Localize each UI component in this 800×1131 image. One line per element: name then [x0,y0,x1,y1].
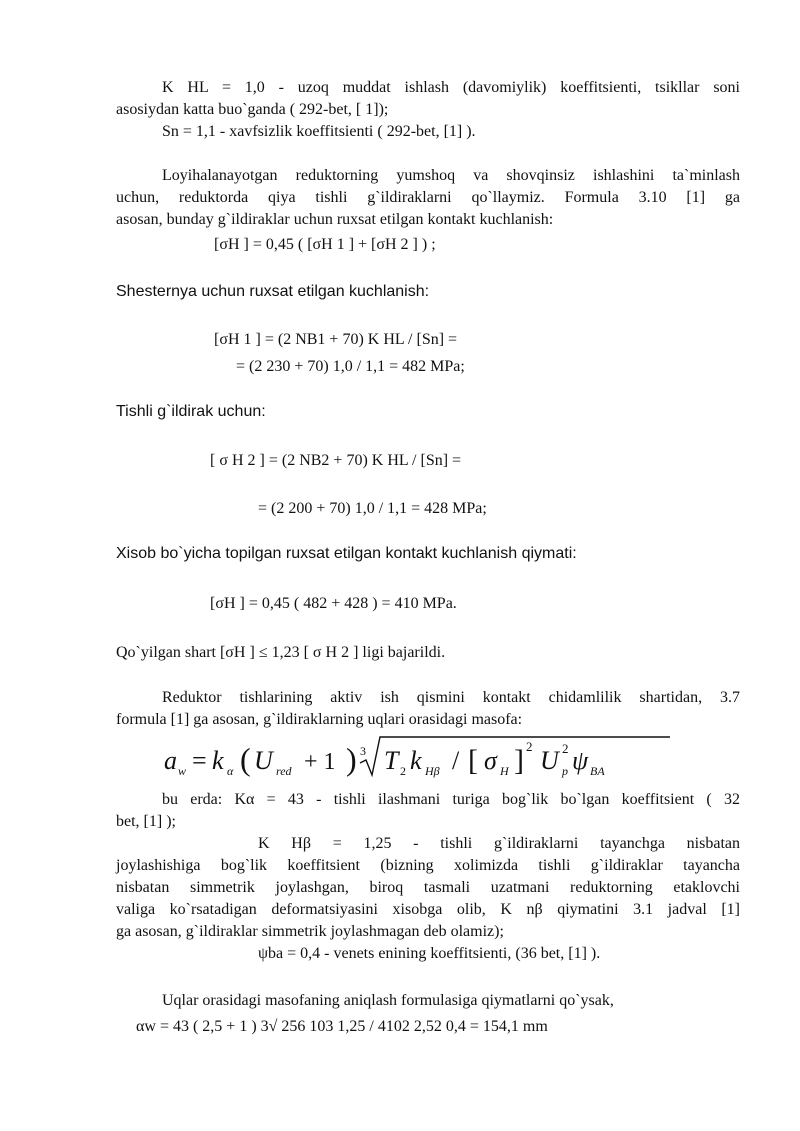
formula-lbracket: [ [468,744,478,777]
text-line: Loyihalanayotgan reduktorning yumshoq va shovqinsiz ishlashini ta`minlash [162,167,740,184]
formula-red: red [276,764,292,778]
formula-p: p [562,764,568,778]
equation-line: = (2 200 + 70) 1,0 / 1,1 = 428 MPa; [258,500,487,517]
text-line: joylashishiga bog`lik koeffitsient (bizning xolimizda tishli g`ildiraklar tayancha [116,857,740,874]
formula-alpha: α [227,764,234,778]
text-line: nisbatan simmetrik joylashgan, biroq tasmali uzatmani reduktorning etaklovchi [116,879,740,896]
formula-sq2: 2 [562,741,569,756]
text-line: bu erda: Kα = 43 - tishli ilashmani turiga bog`lik bo`lgan koeffitsient ( 32 [162,791,740,808]
formula-sq1: 2 [526,739,533,754]
equation-line: [σH ] = 0,45 ( [σH 1 ] + [σH 2 ] ) ; [214,236,436,253]
text-line: ga asosan, g`ildiraklar simmetrik joylashmagan deb olamiz); [116,923,504,940]
formula-up: U [540,746,559,775]
formula-lparen: ( [240,741,251,777]
formula-kh: k [410,746,422,775]
text-line: formula [1] ga asosan, g`ildiraklarning uqlari orasidagi masofa: [116,711,523,728]
formula-u: U [254,746,273,775]
formula-t-sub: 2 [400,764,406,778]
formula-k: k [212,746,224,775]
formula-sigma: σ [484,746,497,775]
formula-plus1: + 1 [304,749,336,775]
equation-line: [σH ] = 0,45 ( 482 + 428 ) = 410 MPa. [210,595,457,612]
formula-root-index: 3 [360,744,366,758]
formula-slash: / [452,746,460,775]
text-line: K Hβ = 1,25 - tishli g`ildiraklarni tayanchga nisbatan [258,835,740,852]
text-line: Sn = 1,1 - xavfsizlik koeffitsienti ( 292-bet, [1] ). [162,123,476,140]
formula-hb: Hβ [425,764,440,778]
text-line: Uqlar orasidagi masofaning aniqlash formulasiga qiymatlarni qo`ysak, [162,992,614,1009]
text-line: asosiydan katta buo`ganda ( 292-bet, [ 1]); [116,101,389,118]
text-line: valiga ko`rsatadigan deformatsiyasini xisobga olib, K nβ qiymatini 3.1 jadval [1] [116,901,740,918]
text-line: Shesternya uchun ruxsat etilgan kuchlanish: [116,283,430,300]
text-line: ψba = 0,4 - venets enining koeffitsienti, (36 bet, [1] ). [258,945,601,962]
text-line: bet, [1] ); [116,813,176,830]
text-line: Tishli g`ildirak uchun: [116,403,266,420]
formula-w: w [178,764,187,778]
formula-t: T [384,746,399,775]
text-line: uchun, reduktorda qiya tishli g`ildiraklarni qo`llaymiz. Formula 3.10 [1] ga [116,189,740,206]
formula-eq: = [192,746,207,775]
text-line: Xisob bo`yicha topilgan ruxsat etilgan kontakt kuchlanish qiymati: [116,545,577,562]
formula-rbracket: ] [514,744,524,777]
equation-line: [ σ H 2 ] = (2 NB2 + 70) K HL / [Sn] = [210,452,462,469]
center-distance-formula [162,733,672,781]
formula-h: H [500,764,509,778]
text-line: Qo`yilgan shart [σH ] ≤ 1,23 [ σ H 2 ] ligi bajarildi. [116,644,446,661]
text-line: Reduktor tishlarining aktiv ish qismini kontakt chidamlilik shartidan, 3.7 [162,689,740,706]
equation-line: αw = 43 ( 2,5 + 1 ) 3√ 256 103 1,25 / 4102 2,52 0,4 = 154,1 mm [136,1018,548,1035]
formula-a: a [164,746,177,775]
text-line: K HL = 1,0 - uzoq muddat ishlash (davomiylik) koeffitsienti, tsikllar soni [162,79,740,96]
formula-ba: BA [590,764,605,778]
equation-line: = (2 230 + 70) 1,0 / 1,1 = 482 MPa; [236,358,465,375]
equation-line: [σH 1 ] = (2 NB1 + 70) K HL / [Sn] = [214,331,458,348]
formula-psi: ψ [572,746,589,775]
text-line: asosan, bunday g`ildiraklar uchun ruxsat etilgan kontakt kuchlanish: [116,211,554,228]
formula-rparen: ) [346,741,357,777]
